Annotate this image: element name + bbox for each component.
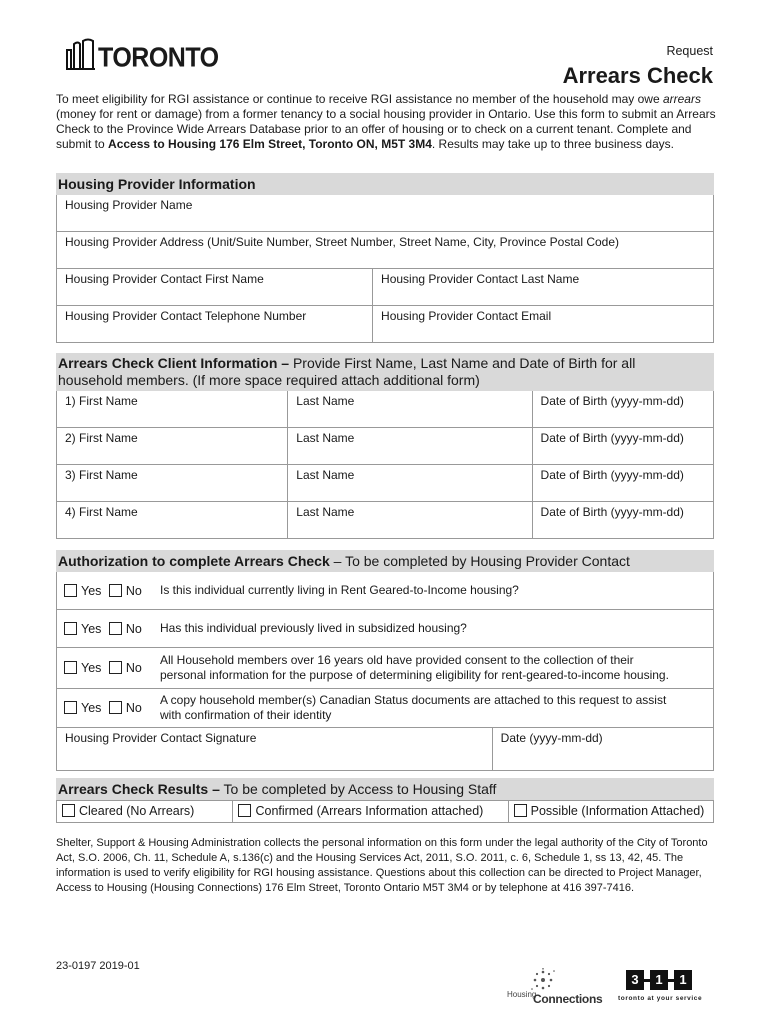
- form-number: 23-0197 2019-01: [56, 960, 140, 972]
- dob-field[interactable]: Date of Birth (yyyy-mm-dd): [532, 502, 713, 538]
- yes-checkbox[interactable]: [64, 661, 77, 674]
- auth-question-row: [56, 689, 714, 728]
- last-name-field[interactable]: Last Name: [287, 428, 531, 464]
- logo-wordmark: TORONTO: [98, 42, 219, 74]
- yes-label: Yes: [81, 701, 102, 715]
- request-label: Request: [666, 44, 713, 58]
- starburst-icon: [529, 968, 557, 992]
- result-option-confirmed[interactable]: [232, 801, 507, 822]
- yes-checkbox[interactable]: [64, 622, 77, 635]
- toronto-311-logo: [618, 970, 710, 1006]
- auth-question-row: [56, 572, 714, 610]
- provider-section: [56, 173, 714, 343]
- confirmed-checkbox[interactable]: [238, 804, 251, 817]
- client-row: [56, 428, 714, 465]
- signature-date-field[interactable]: [492, 728, 713, 770]
- provider-address-label: Housing Provider Address (Unit/Suite Number, Street Number, Street Name, City, Province Postal Code): [65, 235, 620, 249]
- last-name-field[interactable]: Last Name: [287, 391, 531, 427]
- yes-checkbox[interactable]: [64, 701, 77, 714]
- client-row: [56, 465, 714, 502]
- digit-1: 1: [650, 970, 668, 990]
- result-option-possible[interactable]: [508, 801, 713, 822]
- no-checkbox[interactable]: [109, 701, 122, 714]
- intro-paragraph: To meet eligibility for RGI assistance or continue to receive RGI assistance no member of the household may owe arrears (money for rent or damage) from a former tenancy to a social housing provider in Ontario. Use this form to submit an Arrears Check to the Province Wide Arrears Database prior to an offer of housing or to check on a current tenant. Complete and submit to Access to Housing 176 Elm Street, Toronto ON, M5T 3M4. Results may take up to three business days.: [56, 92, 716, 151]
- client-row: [56, 502, 714, 539]
- no-label: No: [125, 621, 142, 636]
- contact-phone-field[interactable]: [57, 306, 372, 342]
- provider-heading: Housing Provider Information: [56, 173, 714, 195]
- no-checkbox[interactable]: [109, 622, 122, 635]
- contact-last-name-label: Housing Provider Contact Last Name: [381, 272, 580, 286]
- dob-field[interactable]: Date of Birth (yyyy-mm-dd): [532, 465, 713, 501]
- no-checkbox[interactable]: [109, 661, 122, 674]
- cleared-checkbox[interactable]: [62, 804, 75, 817]
- first-name-field[interactable]: 4) First Name: [65, 505, 138, 519]
- client-section: [56, 353, 714, 539]
- cleared-label: Cleared (No Arrears): [79, 804, 195, 818]
- yes-label: Yes: [81, 661, 102, 675]
- results-heading: Arrears Check Results – To be completed by Access to Housing Staff: [56, 778, 714, 800]
- signature-date-label: Date (yyyy-mm-dd): [500, 731, 603, 745]
- auth-question-text: All Household members over 16 years old have provided consent to the collection of their personal information for the purpose of determining eligibility for rent-geared-to-income housing.: [160, 653, 669, 682]
- signature-label: Housing Provider Contact Signature: [65, 731, 257, 745]
- results-options: [56, 800, 714, 823]
- privacy-notice: Shelter, Support & Housing Administration collects the personal information on this form under the legal authority of the City of Toronto Act, S.O. 2006, Ch. 11, Schedule A, s.136(c) and the Housing Services Act, 2011, S.O. 2011, c. 6, Schedule 1, ss 13, 42, 45. The information is used to verify eligibility for RGI housing assistance. Questions about this collection can be directed to Project Manager, Access to Housing (Housing Connections) 176 Elm Street, Toronto Ontario M5T 3M4 or by telephone at 416 397-7416.: [56, 837, 708, 894]
- auth-question-text: Has this individual previously lived in subsidized housing?: [160, 621, 467, 635]
- last-name-field[interactable]: Last Name: [287, 465, 531, 501]
- auth-question-text: A copy household member(s) Canadian Status documents are attached to this request to assist with confirmation of their identity: [160, 693, 667, 722]
- possible-checkbox[interactable]: [514, 804, 527, 817]
- first-name-field[interactable]: 3) First Name: [65, 468, 138, 482]
- client-heading: Arrears Check Client Information – Provide First Name, Last Name and Date of Birth for all household members. (If more space required attach additional form): [56, 353, 714, 391]
- contact-phone-label: Housing Provider Contact Telephone Number: [65, 309, 307, 323]
- contact-first-name-field[interactable]: [57, 269, 372, 305]
- first-name-field[interactable]: 1) First Name: [65, 394, 138, 408]
- hc-big-text: Connections: [533, 992, 603, 1006]
- housing-connections-logo: [507, 968, 611, 1010]
- yes-checkbox[interactable]: [64, 584, 77, 597]
- auth-question-row: [56, 610, 714, 648]
- tagline: toronto at your service: [618, 995, 703, 1002]
- auth-question-row: [56, 648, 714, 689]
- page-title: Arrears Check: [562, 63, 713, 88]
- no-label: No: [125, 661, 142, 675]
- provider-name-label: Housing Provider Name: [65, 198, 193, 212]
- provider-name-field[interactable]: [56, 195, 714, 232]
- yes-label: Yes: [81, 583, 102, 598]
- contact-email-label: Housing Provider Contact Email: [381, 309, 552, 323]
- no-checkbox[interactable]: [109, 584, 122, 597]
- digit-3: 3: [626, 970, 644, 990]
- confirmed-label: Confirmed (Arrears Information attached): [255, 804, 484, 818]
- digit-1-second: 1: [674, 970, 692, 990]
- auth-question-text: Is this individual currently living in Rent Geared-to-Income housing?: [160, 583, 519, 597]
- authorization-heading: Authorization to complete Arrears Check – To be completed by Housing Provider Contact: [56, 550, 714, 572]
- contact-first-name-label: Housing Provider Contact First Name: [65, 272, 264, 286]
- city-hall-icon: [66, 38, 96, 70]
- last-name-field[interactable]: Last Name: [287, 502, 531, 538]
- provider-address-field[interactable]: [56, 232, 714, 269]
- contact-last-name-field[interactable]: [372, 269, 713, 305]
- yes-label: Yes: [81, 621, 102, 636]
- possible-label: Possible (Information Attached): [530, 804, 705, 818]
- toronto-logo: [66, 38, 219, 74]
- client-row: [56, 391, 714, 428]
- results-section: [56, 778, 714, 823]
- dob-field[interactable]: Date of Birth (yyyy-mm-dd): [532, 391, 713, 427]
- signature-field[interactable]: [57, 728, 492, 770]
- no-label: No: [125, 583, 142, 598]
- authorization-section: [56, 550, 714, 771]
- no-label: No: [125, 701, 142, 715]
- dob-field[interactable]: Date of Birth (yyyy-mm-dd): [532, 428, 713, 464]
- contact-email-field[interactable]: [372, 306, 713, 342]
- hc-small-text: Housing: [507, 990, 537, 999]
- first-name-field[interactable]: 2) First Name: [65, 431, 138, 445]
- result-option-cleared[interactable]: [57, 801, 232, 822]
